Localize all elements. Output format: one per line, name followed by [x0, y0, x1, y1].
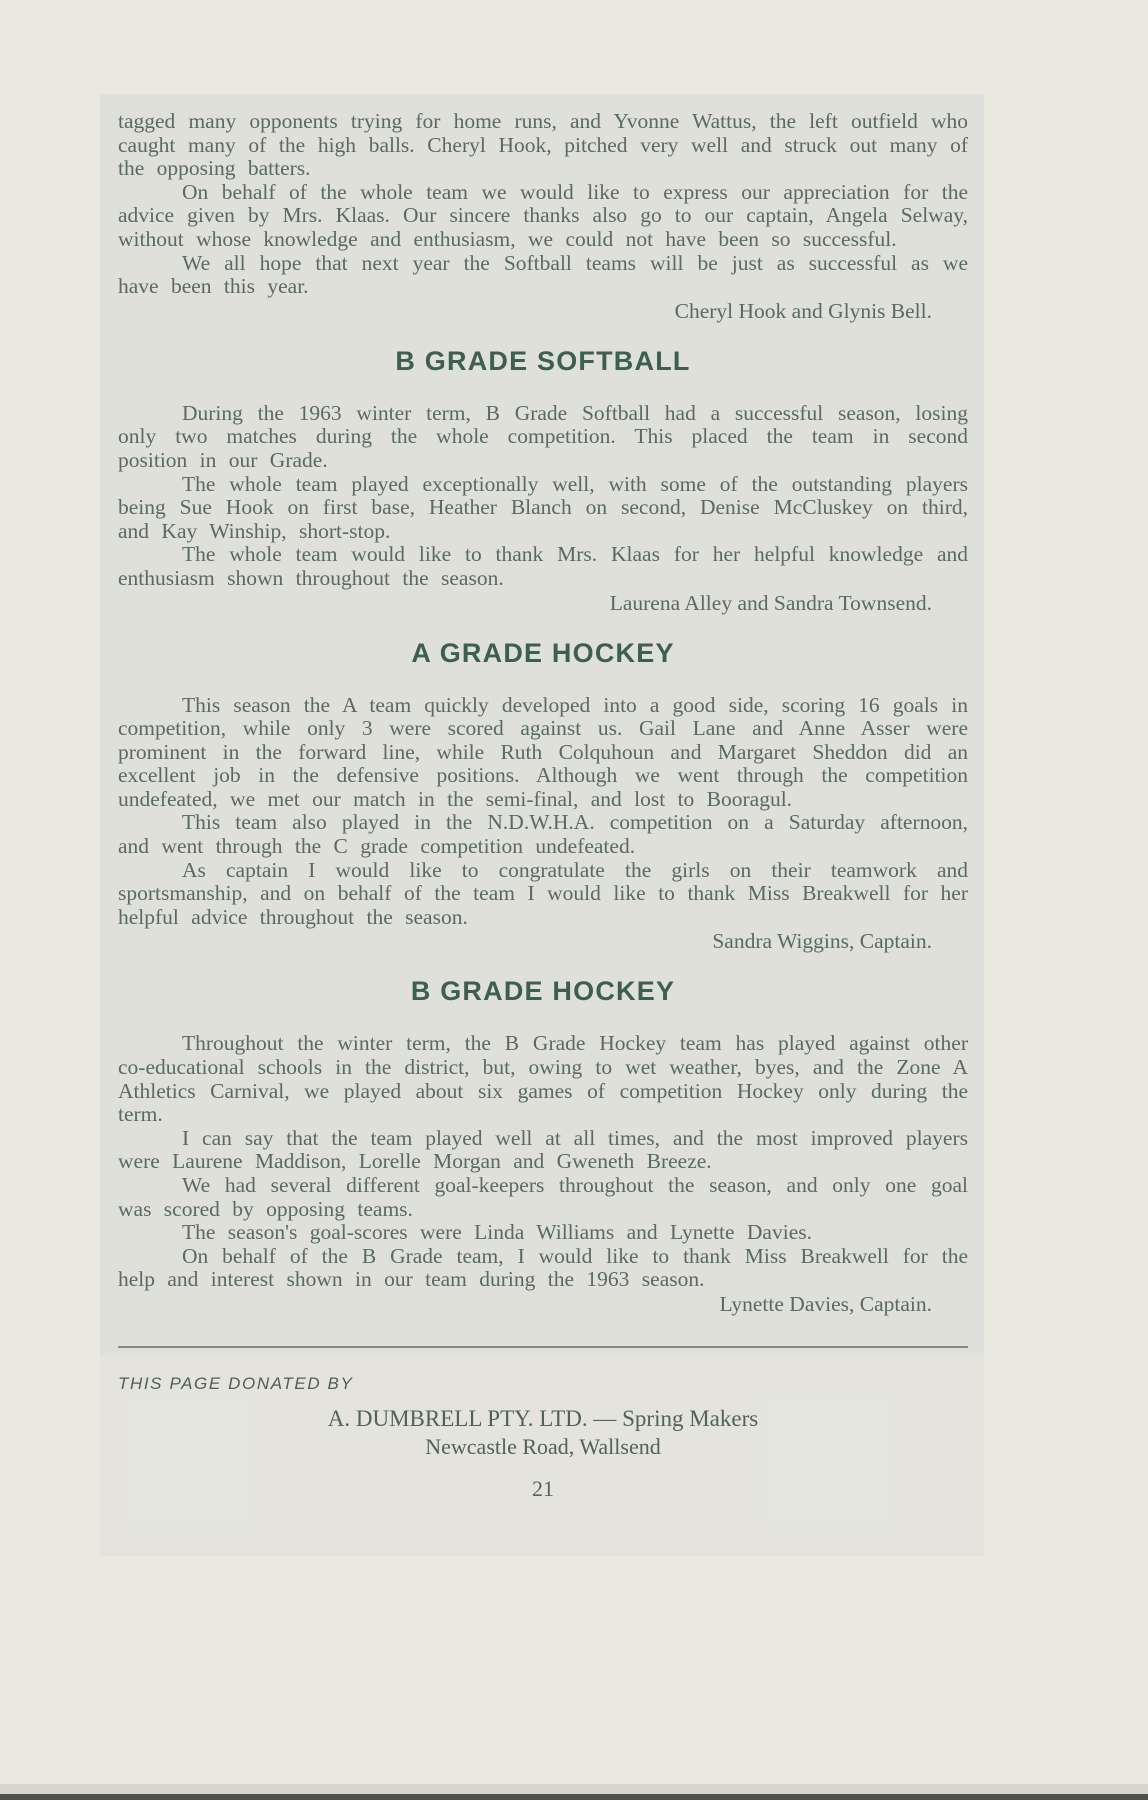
paragraph: The whole team played exceptionally well, with some of the outstanding players being Sue Hook on first base, Heather Blanch on second, Denise McCluskey on third, and Kay Winship, short-stop. — [118, 471, 968, 543]
paragraph: Throughout the winter term, the B Grade Hockey team has played against other co-educational schools in the district, but, owing to wet weather, byes, and the Zone A Athletics Carnival, we played about six games of competition Hockey only during the term. — [118, 1031, 968, 1127]
paragraph: As captain I would like to congratulate the girls on their teamwork and sportsmanship, and on behalf of the team I would like to thank Miss Breakwell for her helpful advice throughout the season. — [118, 857, 968, 929]
scan-bottom-shadow — [0, 1784, 1148, 1794]
section-a-grade-hockey — [118, 638, 968, 954]
text-block — [118, 110, 968, 1502]
paragraph: I can say that the team played well at all times, and the most improved players were Laurene Maddison, Lorelle Morgan and Gweneth Breeze. — [118, 1125, 968, 1174]
paragraph: The whole team would like to thank Mrs. Klaas for her helpful knowledge and enthusiasm shown throughout the season. — [118, 542, 968, 590]
signature-line: Cheryl Hook and Glynis Bell. — [674, 298, 932, 323]
donor-address: Newcastle Road, Wallsend — [425, 1433, 661, 1459]
section-softball-continuation — [118, 110, 968, 323]
paragraph: We all hope that next year the Softball teams will be just as successful as we have been this year. — [118, 250, 968, 299]
page-number: 21 — [532, 1475, 554, 1501]
section-b-grade-softball — [118, 346, 968, 615]
paragraph: tagged many opponents trying for home runs, and Yvonne Wattus, the left outfield who caught many of the high balls. Cheryl Hook, pitched very well and struck out many of the opposing batters. — [118, 109, 968, 181]
donated-by-label: THIS PAGE DONATED BY — [118, 1373, 354, 1393]
signature-line: Lynette Davies, Captain. — [719, 1291, 932, 1316]
footer-divider — [118, 1346, 968, 1348]
section-b-grade-hockey — [118, 976, 968, 1316]
donation-credit — [118, 1374, 968, 1459]
section-heading: B GRADE HOCKEY — [410, 976, 676, 1007]
paragraph: This season the A team quickly developed into a good side, scoring 16 goals in competition, while only 3 were scored against us. Gail Lane and Anne Asser were prominent in the forward line, while Ruth Colquhoun and Margaret Sheddon did an excellent job in the defensive positions. Although we went through the competition undefeated, we met our match in the semi-final, and lost to Booragul. — [118, 692, 968, 811]
paragraph: On behalf of the B Grade team, I would like to thank Miss Breakwell for the help and interest shown in our team during the 1963 season. — [118, 1243, 968, 1292]
paragraph: On behalf of the whole team we would like to express our appreciation for the advice given by Mrs. Klaas. Our sincere thanks also go to our captain, Angela Selway, without whose knowledge and enthusiasm, we could not have been so successful. — [118, 179, 968, 251]
scan-bottom-edge — [0, 1794, 1148, 1800]
paragraph: During the 1963 winter term, B Grade Softball had a successful season, losing only two matches during the whole competition. This placed the team in second position in our Grade. — [118, 400, 968, 472]
section-heading: A GRADE HOCKEY — [411, 637, 675, 668]
paragraph: This team also played in the N.D.W.H.A. competition on a Saturday afternoon, and went through the C grade competition undefeated. — [118, 810, 968, 859]
paragraph: We had several different goal-keepers throughout the season, and only one goal was scored by opposing teams. — [118, 1173, 968, 1221]
paragraph: The season's goal-scores were Linda Williams and Lynette Davies. — [182, 1220, 812, 1245]
signature-line: Laurena Alley and Sandra Townsend. — [609, 590, 932, 615]
section-heading: B GRADE SOFTBALL — [395, 345, 691, 376]
donor-name: A. DUMBRELL PTY. LTD. — Spring Makers — [327, 1405, 759, 1431]
signature-line: Sandra Wiggins, Captain. — [712, 929, 932, 954]
